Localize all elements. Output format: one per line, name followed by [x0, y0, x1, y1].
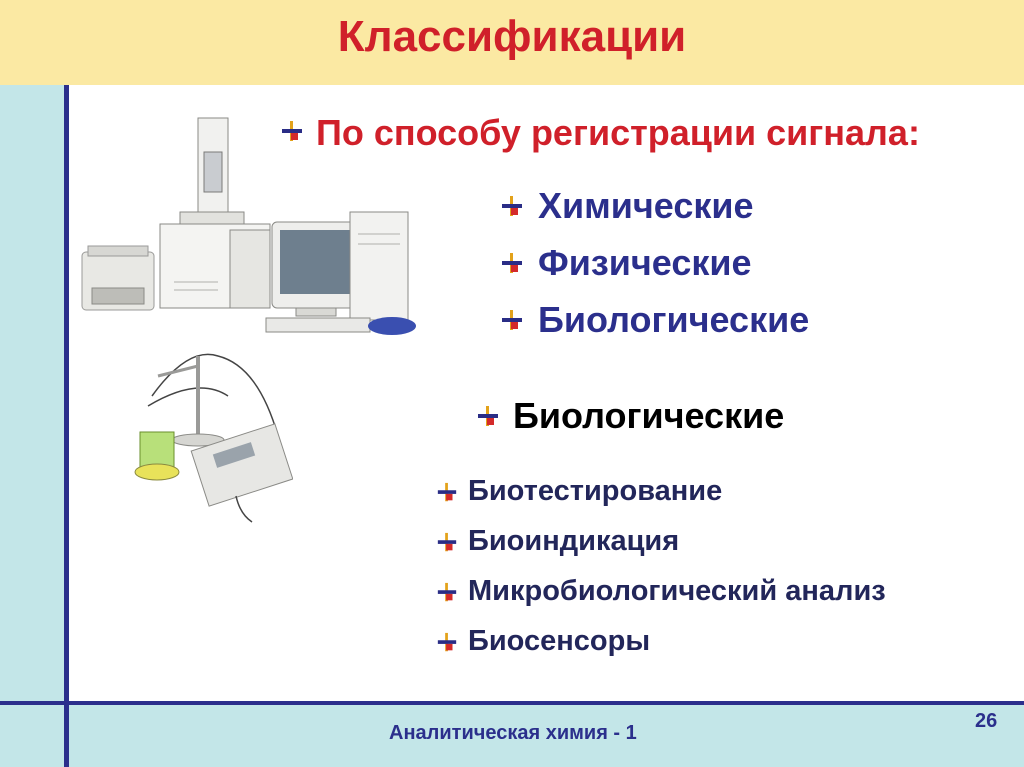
bullet-icon: [436, 632, 458, 654]
footer-course-title: Аналитическая химия - 1: [389, 722, 637, 744]
bullet-icon: [436, 482, 458, 504]
bio-method-item: Биоиндикация: [468, 525, 680, 557]
subsection-heading: Биологические: [513, 395, 785, 436]
page-number: 26: [975, 710, 998, 732]
bullet-icon: [280, 120, 304, 144]
ph-meter-illustration: [128, 336, 293, 528]
horizontal-divider: [0, 701, 1024, 705]
bullet-icon: [500, 195, 524, 219]
left-decor-strip: [0, 85, 66, 767]
section-heading: По способу регистрации сигнала:: [316, 112, 920, 153]
bullet-icon: [436, 532, 458, 554]
bullet-icon: [436, 582, 458, 604]
bio-method-item: Биотестирование: [468, 475, 723, 507]
bullet-icon: [500, 309, 524, 333]
bio-method-item: Микробиологический анализ: [468, 575, 886, 607]
bio-method-item: Биосенсоры: [468, 625, 651, 657]
slide-title: Классификации: [337, 12, 687, 61]
signal-type-item: Биологические: [538, 299, 810, 340]
signal-type-item: Физические: [538, 242, 752, 283]
vertical-divider: [64, 85, 69, 767]
signal-type-item: Химические: [538, 185, 754, 226]
bullet-icon: [476, 405, 500, 429]
bullet-icon: [500, 252, 524, 276]
